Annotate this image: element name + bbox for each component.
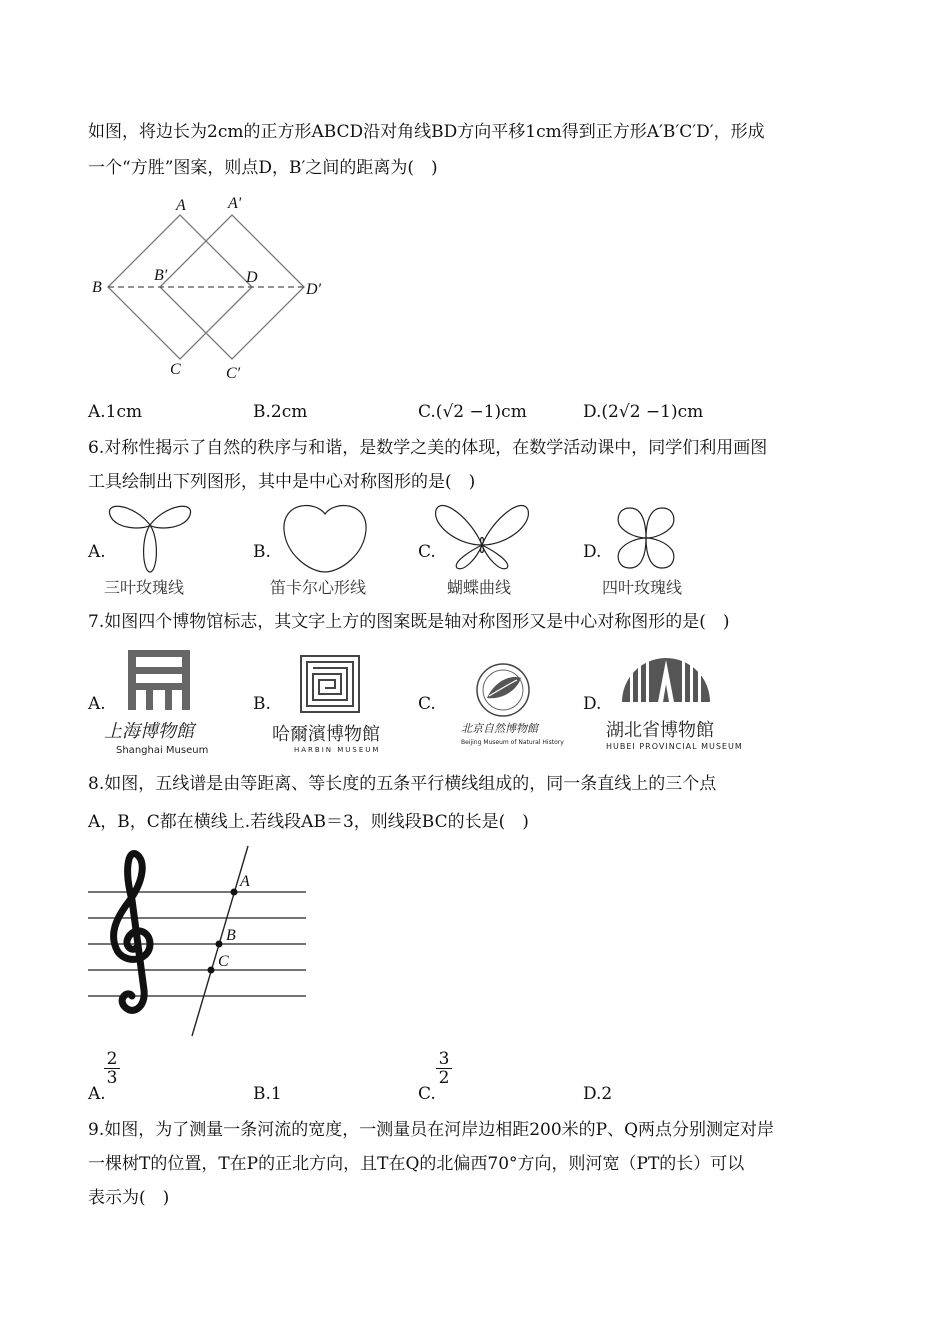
q6-letter-c[interactable]: C. — [418, 542, 436, 562]
q8-fraction-c-den: 2 — [436, 1068, 452, 1087]
beijing-natural-history-logo-icon — [455, 660, 564, 750]
staff-figure — [88, 840, 318, 1045]
label-C: C — [170, 361, 181, 378]
label-B-prime: B′ — [154, 267, 168, 284]
q9-line1: 9.如图，为了测量一条河流的宽度，一测量员在河岸边相距200米的P、Q两点分别测定对岸 — [88, 1120, 775, 1140]
hubei-museum-logo-icon — [600, 652, 743, 752]
shanghai-museum-logo-icon — [100, 645, 220, 760]
four-leaf-rose-icon — [610, 502, 682, 574]
q6-caption-b: 笛卡尔心形线 — [270, 578, 367, 597]
q6-line2: 工具绘制出下列图形，其中是中心对称图形的是( ) — [88, 472, 476, 492]
q6-letter-a[interactable]: A. — [88, 542, 106, 562]
q7-letter-d[interactable]: D. — [583, 694, 602, 714]
q8-option-b[interactable]: B.1 — [253, 1084, 282, 1104]
q8-fraction-c — [436, 1050, 452, 1087]
label-D: D — [246, 269, 258, 286]
q6-letter-b[interactable]: B. — [253, 542, 271, 562]
butterfly-curve-icon — [432, 500, 532, 575]
harbin-museum-logo-icon — [268, 652, 393, 752]
treble-clef-icon — [114, 853, 150, 1010]
q8-line2: A，B，C都在横线上.若线段AB＝3，则线段BC的长是( ) — [88, 812, 529, 832]
q7-letter-c[interactable]: C. — [418, 694, 436, 714]
q8-fraction-a — [104, 1050, 120, 1087]
q8-fraction-a-num: 2 — [106, 1049, 118, 1069]
label-C: C — [218, 953, 229, 970]
q5-option-d[interactable]: D.(2√2 −1)cm — [583, 402, 704, 422]
label-A: A — [176, 197, 186, 214]
q9-line2: 一棵树T的位置，T在P的正北方向，且T在Q的北偏西70°方向，则河宽（PT的长）可以 — [88, 1154, 745, 1174]
label-C-prime: C′ — [226, 365, 241, 382]
q8-fraction-a-den: 3 — [104, 1068, 120, 1087]
logo-b-name: 哈爾濱博物館 — [272, 724, 380, 745]
label-A: A — [240, 873, 250, 890]
logo-d-name: 湖北省博物館 — [606, 720, 714, 741]
label-B: B — [226, 927, 236, 944]
q5-option-c[interactable]: C.(√2 −1)cm — [418, 402, 527, 422]
label-D-prime: D′ — [306, 281, 322, 298]
q8-option-d[interactable]: D.2 — [583, 1084, 613, 1104]
q8-option-a[interactable]: A. — [88, 1084, 106, 1104]
three-leaf-rose-icon — [105, 500, 195, 575]
q6-line1: 6.对称性揭示了自然的秩序与和谐，是数学之美的体现，在数学活动课中，同学们利用画图 — [88, 438, 768, 458]
label-A-prime: A′ — [228, 195, 242, 212]
q5-figure — [88, 190, 338, 385]
q8-fraction-c-num: 3 — [438, 1049, 450, 1069]
q6-caption-d: 四叶玫瑰线 — [602, 578, 683, 597]
logo-a-sub: Shanghai Museum — [116, 745, 209, 756]
logo-c-name: 北京自然博物館 — [461, 722, 538, 735]
q5-option-a[interactable]: A.1cm — [88, 402, 143, 422]
cardioid-icon — [280, 500, 370, 575]
q5-option-b[interactable]: B.2cm — [253, 402, 308, 422]
q6-caption-c: 蝴蝶曲线 — [447, 578, 512, 597]
q7-line1: 7.如图四个博物馆标志，其文字上方的图案既是轴对称图形又是中心对称图形的是( ) — [88, 612, 730, 632]
q7-letter-a[interactable]: A. — [88, 694, 106, 714]
q5-line2: 一个“方胜”图案，则点D，B′之间的距离为( ) — [88, 158, 438, 178]
q6-letter-d[interactable]: D. — [583, 542, 602, 562]
label-B: B — [92, 279, 102, 296]
q8-option-c[interactable]: C. — [418, 1084, 436, 1104]
q6-caption-a: 三叶玫瑰线 — [104, 578, 185, 597]
q9-line3: 表示为( ) — [88, 1188, 170, 1208]
q8-line1: 8.如图，五线谱是由等距离、等长度的五条平行横线组成的，同一条直线上的三个点 — [88, 774, 717, 794]
logo-a-name: 上海博物館 — [104, 721, 194, 742]
logo-c-sub: Beijing Museum of Natural History — [461, 739, 564, 746]
q5-line1: 如图，将边长为2cm的正方形ABCD沿对角线BD方向平移1cm得到正方形A′B′C′D′，形成 — [88, 122, 765, 142]
q7-letter-b[interactable]: B. — [253, 694, 271, 714]
logo-d-sub: HUBEI PROVINCIAL MUSEUM — [606, 742, 743, 751]
logo-b-sub: HARBIN MUSEUM — [294, 746, 381, 754]
